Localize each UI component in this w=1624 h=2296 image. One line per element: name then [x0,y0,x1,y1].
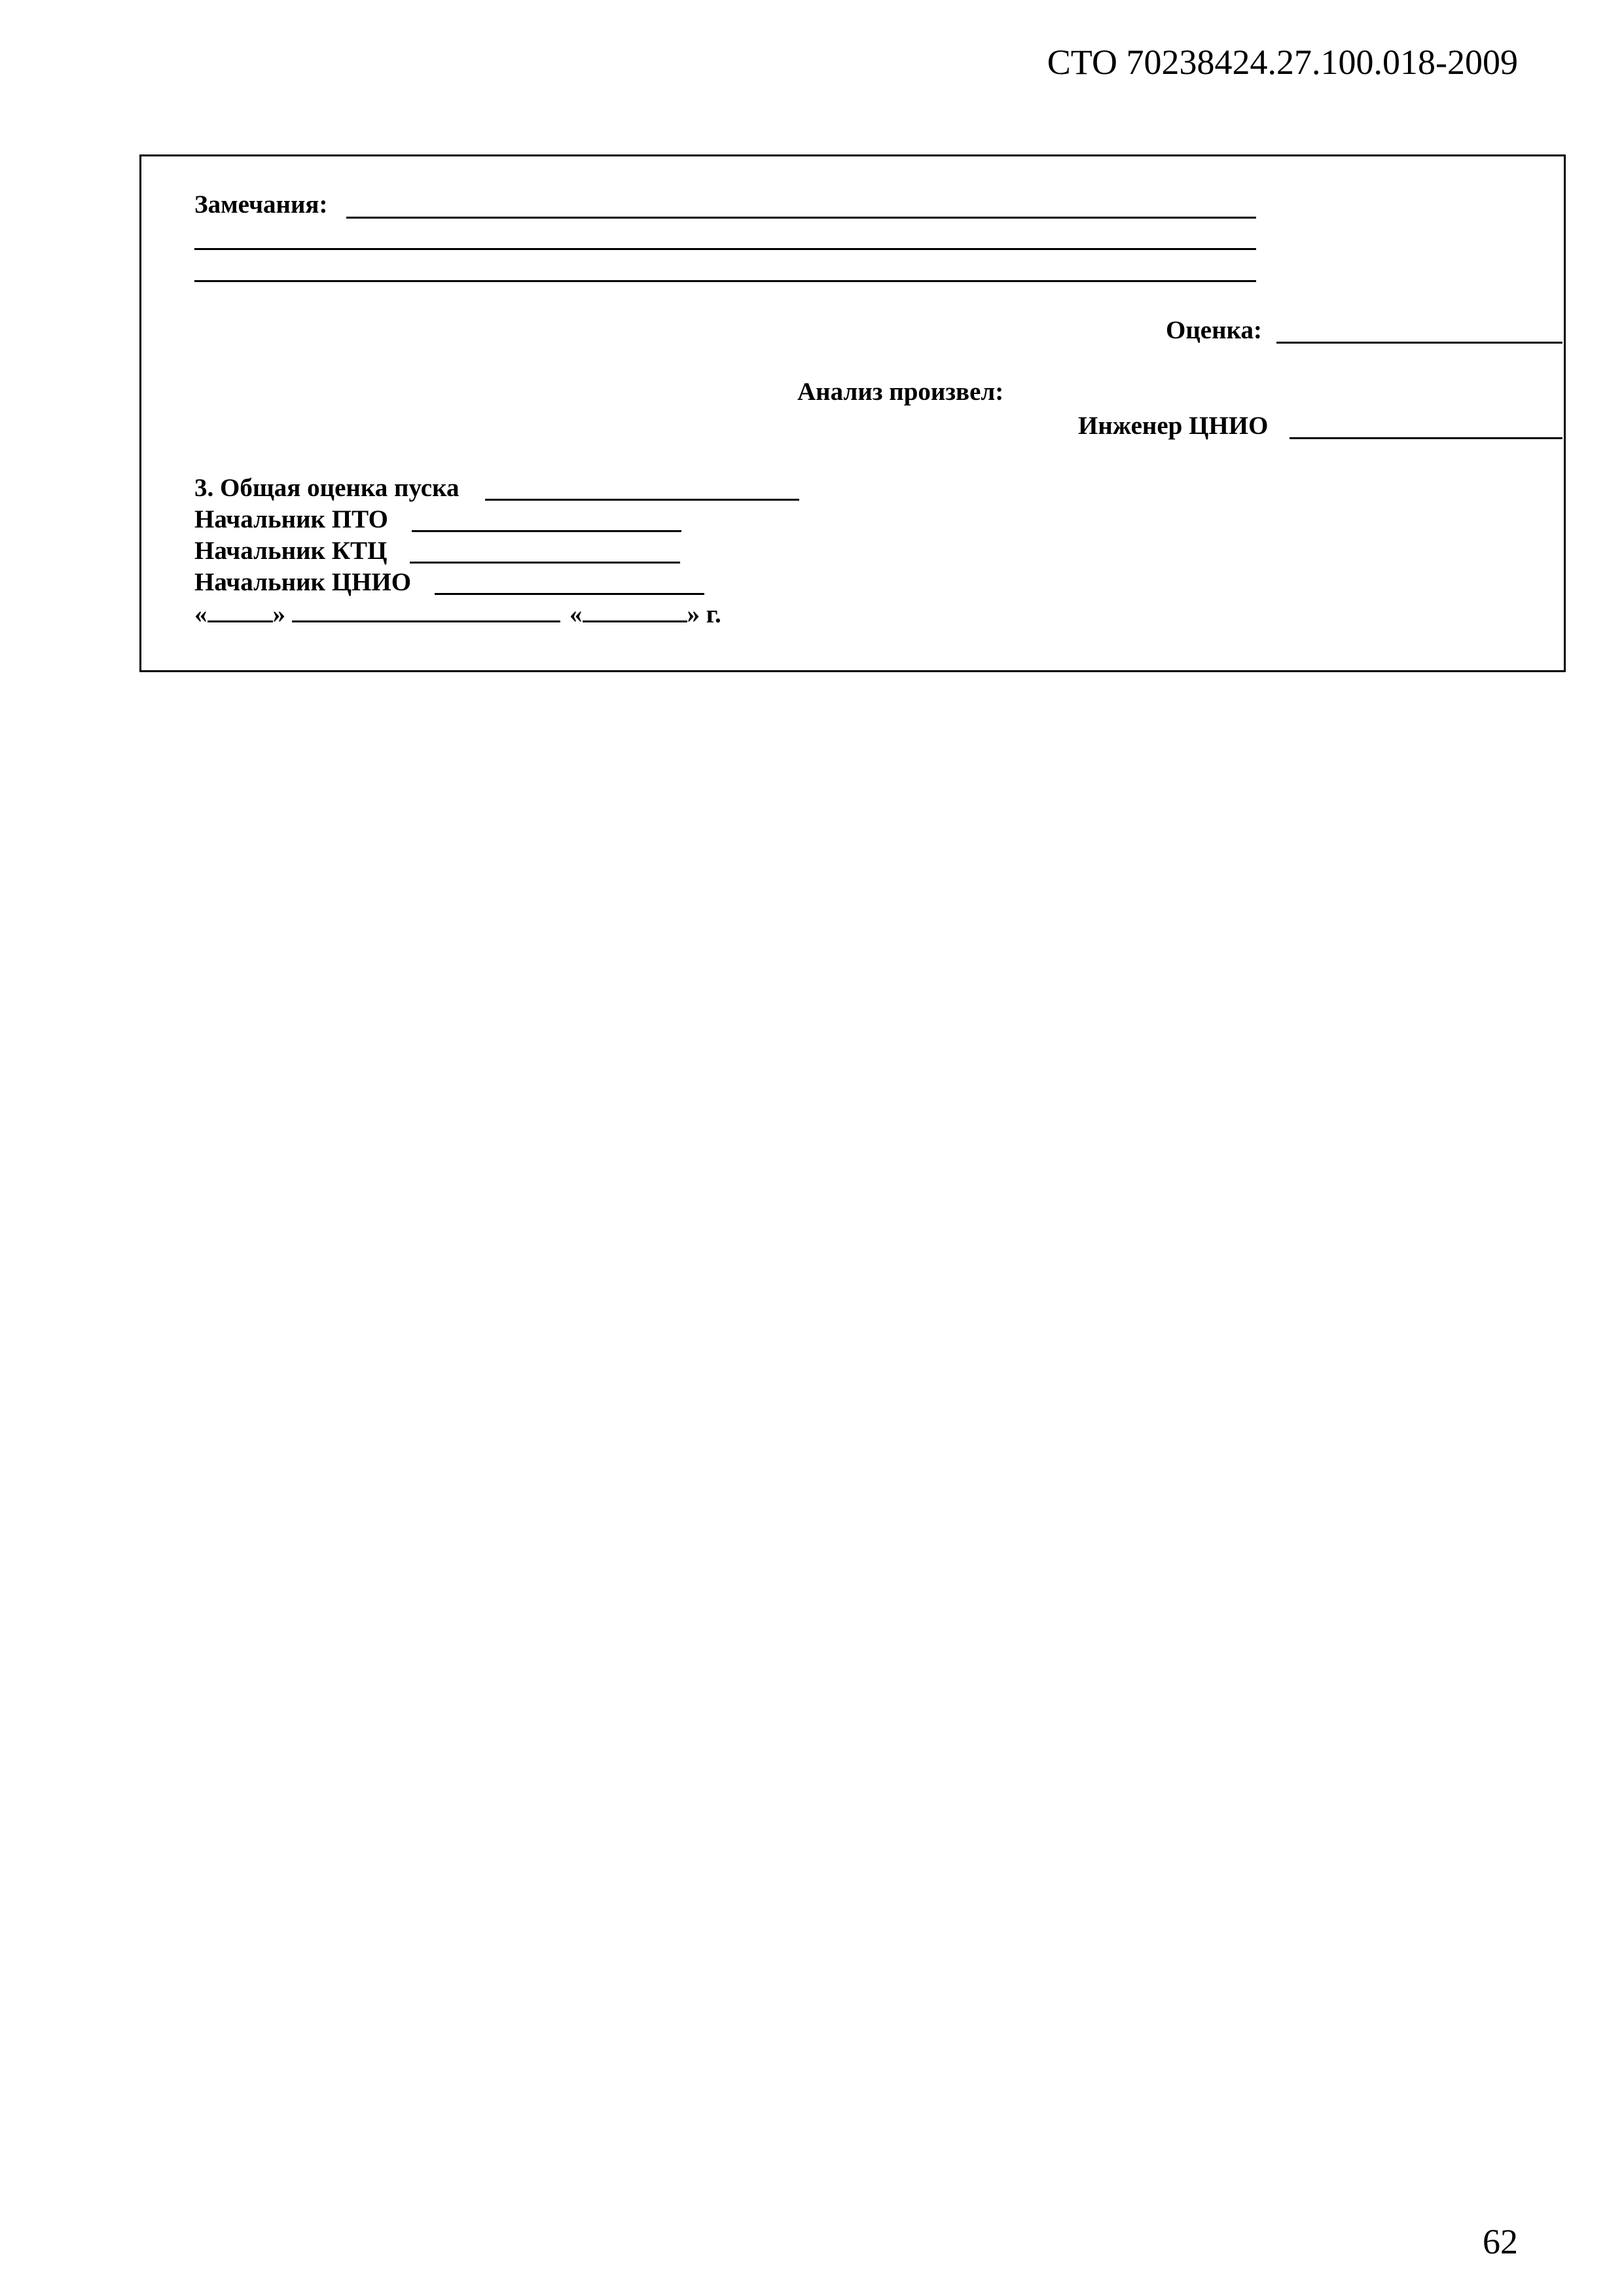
overall-grade-label: 3. Общая оценка пуска [194,474,460,502]
head-pto-label: Начальник ПТО [194,505,388,533]
head-cnio-signature-line[interactable] [435,593,704,595]
analysis-label: Анализ произвел: [797,378,1004,406]
date-month-blank[interactable] [292,598,560,622]
date-day-blank[interactable] [208,598,273,622]
date-close-quote-2: » [687,600,700,628]
engineer-signature-line[interactable] [1290,437,1562,439]
head-cnio-label: Начальник ЦНИО [194,568,412,596]
year-suffix: г. [706,600,721,628]
date-year-blank[interactable] [583,598,687,622]
head-ktc-label: Начальник КТЦ [194,537,388,565]
document-code: СТО 70238424.27.100.018-2009 [1047,43,1518,82]
page-number: 62 [1483,2222,1518,2261]
overall-grade-line[interactable] [485,499,799,501]
remarks-line-1[interactable] [346,217,1256,219]
remarks-line-3[interactable] [194,280,1256,282]
date-row [194,598,721,630]
grade-line[interactable] [1276,342,1562,344]
analysis-form-frame [139,154,1566,672]
grade-label: Оценка: [1166,316,1262,344]
engineer-label: Инженер ЦНИО [1078,412,1269,440]
date-close-quote-1: » [272,600,285,628]
remarks-line-2[interactable] [194,248,1256,250]
head-ktc-signature-line[interactable] [410,562,680,564]
date-open-quote-1: « [194,600,208,628]
remarks-label: Замечания: [194,190,328,219]
date-open-quote-2: « [569,600,583,628]
head-pto-signature-line[interactable] [412,530,681,532]
